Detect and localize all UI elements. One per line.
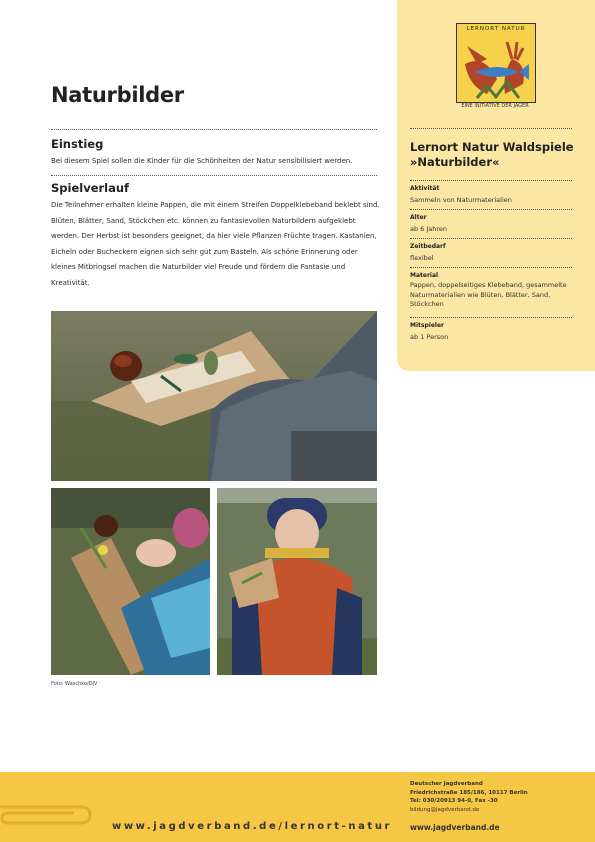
section-heading-einstieg: Einstieg (51, 137, 104, 151)
einstieg-text: Bei diesem Spiel sollen die Kinder für die Schönheiten der Natur sensibilisiert werden. (51, 157, 353, 165)
divider (410, 128, 572, 129)
photo-boy-with-card (217, 488, 377, 675)
page-title: Naturbilder (51, 83, 184, 107)
info-label-mitspieler: Mitspieler (410, 322, 444, 329)
info-value-alter: ab 6 Jahren (410, 225, 448, 233)
sidebar-title-line2: »Naturbilder« (410, 155, 500, 169)
paperclip-icon (0, 803, 92, 831)
footer-url[interactable]: www.jagdverband.de/lernort-natur (112, 821, 393, 832)
sidebar (397, 0, 595, 371)
info-value-mitspieler: ab 1 Person (410, 333, 449, 341)
info-label-zeitbedarf: Zeitbedarf (410, 243, 446, 250)
info-value-aktivitaet: Sammeln von Naturmaterialien (410, 196, 512, 204)
footer (0, 772, 595, 842)
footer-phone: Tel: 030/20913 94-0, Fax -30 (410, 798, 498, 805)
divider (410, 209, 572, 210)
divider (51, 175, 377, 176)
divider (410, 317, 572, 318)
info-value-zeitbedarf: flexibel (410, 254, 434, 262)
footer-address (410, 780, 528, 814)
divider (410, 267, 572, 268)
info-label-alter: Alter (410, 214, 427, 221)
spielverlauf-text: Die Teilnehmer erhalten kleine Pappen, die mit einem Streifen Doppelklebeband beklebt sind. Blüten, Blätter, Sand, Stöckchen etc. können zu fantasievollen Naturbildern aufgeklebt werden. Der Herbst ist besonders geeignet, da hier viele Pflanzen Früchte tragen. Kastanien, Eicheln oder Bucheckern eignen sich sehr gut zum Basteln. Als schöne Erinnerung oder kleines Mitbringsel machen die Naturbilder viel Freude und fördern die Fantasie und Kreativität. (51, 201, 380, 287)
photo-child-hands-card (51, 488, 210, 675)
sidebar-title-line1: Lernort Natur Waldspiele (410, 140, 574, 154)
divider (410, 238, 572, 239)
section-heading-spielverlauf: Spielverlauf (51, 181, 130, 195)
logo-subtitle: EINE INITIATIVE DER JÄGER (461, 103, 529, 109)
footer-email[interactable]: bildung@jagdverband.de (410, 806, 480, 813)
photo-credit: Foto: Waschko/DJV (51, 681, 98, 687)
fox-fish-deer-logo-icon (456, 23, 536, 103)
info-label-aktivitaet: Aktivität (410, 185, 440, 192)
footer-web[interactable]: www.jagdverband.de (410, 823, 500, 832)
info-label-material: Material (410, 272, 439, 279)
footer-street: Friedrichstraße 185/186, 10117 Berlin (410, 789, 528, 796)
divider (410, 180, 572, 181)
logo-name: LERNORT NATUR (466, 26, 526, 32)
info-value-material: Pappen, doppelseitiges Klebeband, gesammelte Naturmaterialien wie Blüten, Blätter, Sand, Stöckchen (410, 281, 567, 308)
divider (51, 129, 377, 130)
footer-org: Deutscher Jagdverband (410, 781, 483, 787)
sidebar-title (410, 140, 580, 170)
photo-nature-card-hand (51, 311, 377, 481)
